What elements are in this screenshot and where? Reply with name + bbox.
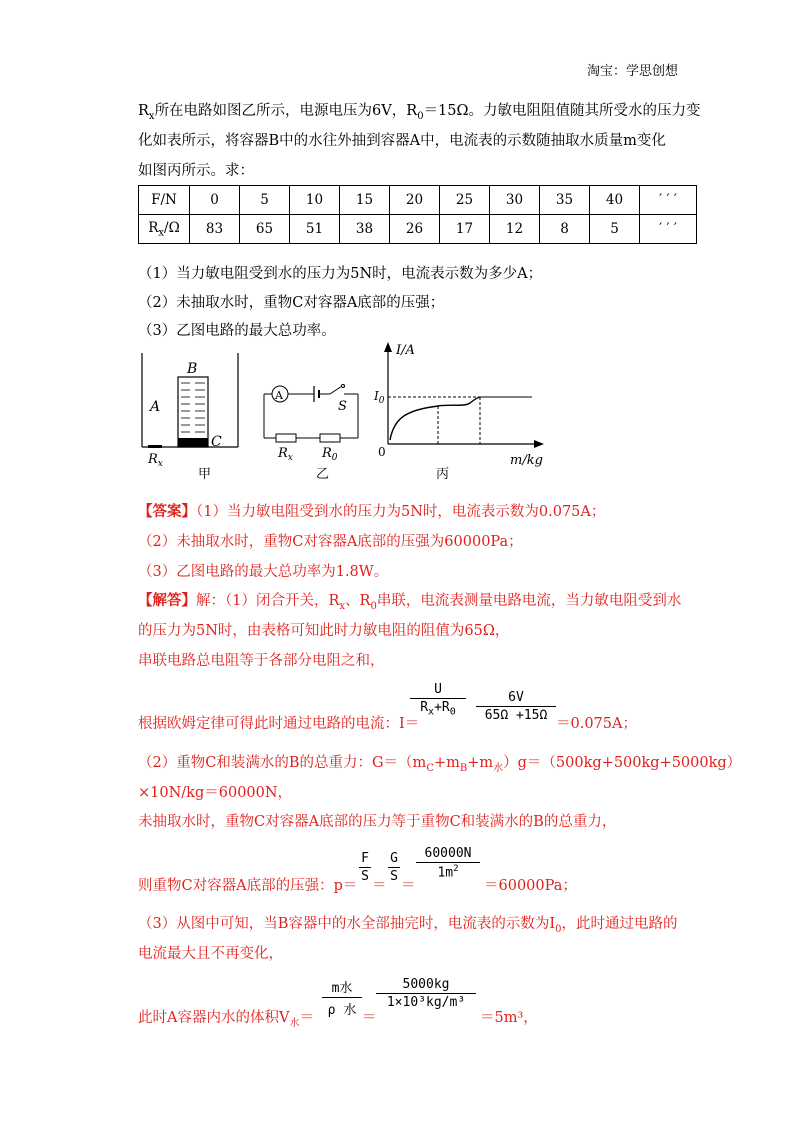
equals-3: ＝ bbox=[362, 1010, 377, 1026]
table-cell: 38 bbox=[340, 215, 390, 244]
label-a: A bbox=[150, 399, 161, 415]
fraction-g-over-s: G S bbox=[388, 851, 400, 884]
table-head-resistance: $R_x/\Omega$ bbox=[139, 215, 190, 244]
table-cell: 35 bbox=[540, 186, 590, 215]
answer-line-3: （3）乙图电路的最大总功率为1.8W。 bbox=[138, 564, 389, 580]
equals-1: ＝ bbox=[372, 878, 387, 894]
table-head-force: F/N bbox=[139, 186, 190, 215]
table-cell: 30 bbox=[490, 186, 540, 215]
solution-line-11-result: ＝5m³， bbox=[480, 1010, 538, 1026]
solution-line-4: 根据欧姆定律可得此时通过电路的电流：I＝ bbox=[138, 716, 420, 732]
table-cell: 17 bbox=[440, 215, 490, 244]
force-resistance-table bbox=[138, 185, 697, 244]
table-cell: 5 bbox=[590, 215, 640, 244]
solution-line-8-result: ＝60000Pa； bbox=[484, 878, 577, 894]
solution-line-3: 串联电路总电阻等于各部分电阻之和， bbox=[138, 653, 385, 669]
table-cell: 15 bbox=[340, 186, 390, 215]
weight-c bbox=[178, 438, 208, 447]
figure-bing bbox=[372, 340, 557, 485]
solution-line-8: 则重物C对容器A底部的压强：p＝ bbox=[138, 878, 358, 894]
table-cell: 20 bbox=[390, 186, 440, 215]
answer-line-1: 【答案】（1）当力敏电阻受到水的压力为5N时，电流表示数为0.075A； bbox=[138, 503, 606, 520]
table-cell: ′ ′ ′ bbox=[640, 215, 697, 244]
question-1: （1）当力敏电阻受到水的压力为5N时，电流表示数为多少A； bbox=[138, 266, 543, 282]
resistor-r0 bbox=[320, 434, 340, 442]
solution-line-5: （2）重物C和装满水的B的总重力：$G=(m_C+m_B+m_水)g=(500kg+500kg+5000kg)$ bbox=[138, 755, 742, 774]
answer-line-2: （2）未抽取水时，重物C对容器A底部的压强为60000Pa； bbox=[138, 534, 523, 550]
label-b: B bbox=[187, 361, 198, 377]
fraction-m-over-rho: m水 ρ 水 bbox=[322, 977, 362, 1018]
origin-label: 0 bbox=[378, 445, 386, 459]
solution-line-1: 【解答】解：（1）闭合开关，$R_x$、$R_0$串联，电流表测量电路电流，当力敏电阻受到水 bbox=[138, 592, 682, 612]
table-cell: 40 bbox=[590, 186, 640, 215]
figure-yi bbox=[258, 372, 368, 485]
svg-text:Rx: $R_x$ bbox=[278, 446, 293, 463]
fraction-60000n: 60000N $1m^2$ bbox=[416, 846, 480, 880]
svg-text:I0: $I_0$ bbox=[374, 389, 385, 406]
solution-line-7: 未抽取水时，重物C对容器A底部的压力等于重物C和装满水的B的总重力， bbox=[138, 814, 617, 830]
fraction-u-over-r: U $R_x+R_0$ bbox=[410, 682, 466, 718]
sensor-rx bbox=[148, 445, 162, 448]
problem-line-2: 化如表所示，将容器B中的水往外抽到容器A中，电流表的示数随抽取水质量m变化 bbox=[138, 133, 666, 149]
table-cell: 0 bbox=[190, 186, 240, 215]
fraction-6v: 6V 65Ω +15Ω bbox=[476, 690, 556, 723]
table-cell: 51 bbox=[290, 215, 340, 244]
solution-line-4-result: ＝0.075A； bbox=[556, 716, 637, 732]
svg-text:S: S bbox=[338, 399, 347, 414]
solution-line-10: 电流最大且不再变化， bbox=[138, 946, 283, 962]
switch-icon bbox=[330, 386, 342, 394]
table-cell: 25 bbox=[440, 186, 490, 215]
question-2: （2）未抽取水时，重物C对容器A底部的压强； bbox=[138, 295, 445, 311]
watermark: 淘宝：学思创想 bbox=[587, 64, 679, 79]
solution-line-11: 此时A容器内水的体积$V_水=$ bbox=[138, 1010, 314, 1029]
caption-bing: 丙 bbox=[436, 467, 450, 482]
svg-text:R0: $R_0$ bbox=[322, 446, 338, 463]
table-cell: ′ ′ ′ bbox=[640, 186, 697, 215]
container-b bbox=[178, 377, 208, 447]
label-rx: $R_x$ bbox=[148, 452, 163, 469]
problem-line-1: $R_x$所在电路如图乙所示，电源电压为6V，$R_0=15\Omega$。力敏电阻阻值随其所受水的压力变 bbox=[138, 103, 701, 122]
table-cell: 8 bbox=[540, 215, 590, 244]
equals-2: ＝ bbox=[401, 878, 416, 894]
ylabel: I/A bbox=[396, 343, 415, 358]
fraction-5000kg: 5000kg 1×10³kg/m³ bbox=[376, 977, 476, 1010]
resistor-rx bbox=[276, 434, 296, 442]
solution-line-9: （3）从图中可知，当B容器中的水全部抽完时，电流表的示数为$I_0$，此时通过电路的 bbox=[138, 916, 678, 935]
svg-text:A: A bbox=[275, 389, 283, 402]
solution-line-2: 的压力为5N时，由表格可知此时力敏电阻的阻值为65Ω， bbox=[138, 623, 510, 639]
current-curve bbox=[390, 397, 480, 440]
caption-jia: 甲 bbox=[198, 467, 212, 482]
problem-line-3: 如图丙所示。求： bbox=[138, 163, 254, 179]
table-cell: 26 bbox=[390, 215, 440, 244]
figure-jia bbox=[138, 345, 243, 485]
question-3: （3）乙图电路的最大总功率。 bbox=[138, 323, 336, 339]
table-row bbox=[139, 215, 697, 244]
xlabel: m/kg bbox=[510, 453, 543, 468]
table-row bbox=[139, 186, 697, 215]
table-cell: 10 bbox=[290, 186, 340, 215]
fraction-f-over-s: F S bbox=[359, 851, 371, 884]
table-cell: 65 bbox=[240, 215, 290, 244]
table-cell: 5 bbox=[240, 186, 290, 215]
solution-line-6: ×10N/kg＝60000N， bbox=[138, 785, 293, 801]
label-c: C bbox=[211, 434, 222, 450]
table-cell: 83 bbox=[190, 215, 240, 244]
table-cell: 12 bbox=[490, 215, 540, 244]
caption-yi: 乙 bbox=[316, 467, 330, 482]
